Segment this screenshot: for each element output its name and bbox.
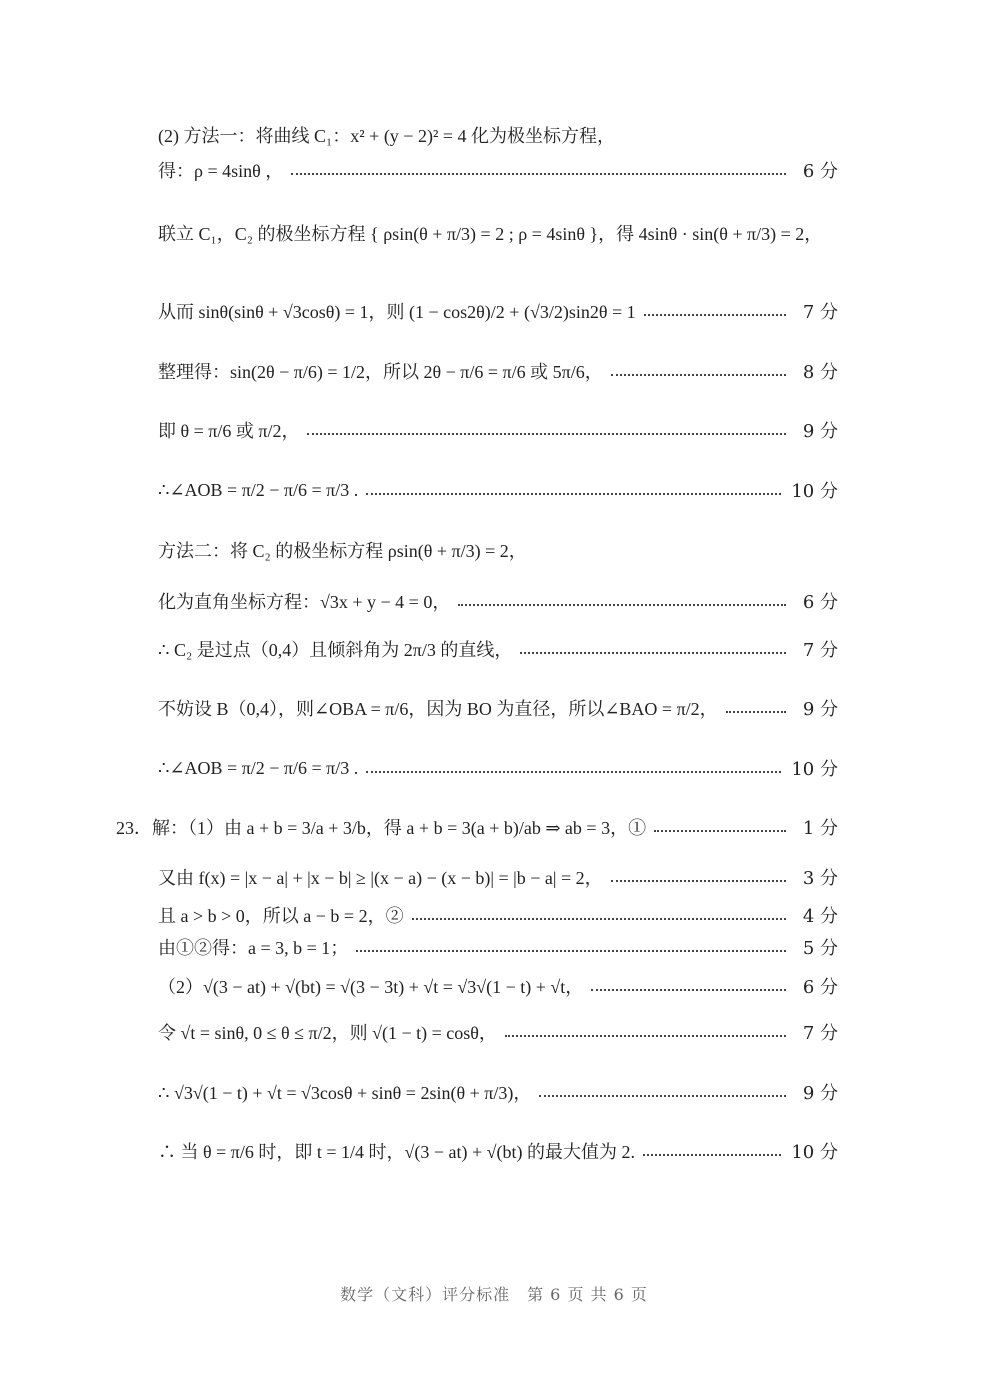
- line-text: ∴ 当 θ = π/6 时，即 t = 1/4 时，√(3 − at) + √(bt) 的最大值为 2.: [158, 1142, 636, 1162]
- line-text: 又由 f(x) = |x − a| + |x − b| ≥ |(x − a) − (x − b)| = |b − a| = 2，: [158, 868, 603, 888]
- answer-line: [158, 584, 838, 618]
- answer-line: [158, 216, 838, 250]
- dot-leader: [505, 1035, 786, 1037]
- answer-line: [158, 691, 838, 725]
- line-text: 方法二：将 C₂ 的极坐标方程 ρsin(θ + π/3) = 2，: [158, 541, 527, 561]
- answer-line: [158, 1075, 838, 1109]
- answer-line: [158, 969, 838, 1003]
- score-label: 10 分: [791, 481, 838, 502]
- answer-line: [158, 898, 838, 932]
- dot-leader: [291, 173, 786, 175]
- dot-leader: [412, 918, 786, 920]
- answer-line: [158, 294, 838, 328]
- dot-leader: [458, 604, 786, 606]
- answer-line: [158, 1134, 838, 1168]
- answer-line: [158, 354, 838, 388]
- dot-leader: [591, 989, 786, 991]
- score-label: 7 分: [802, 640, 838, 661]
- dot-leader: [539, 1095, 786, 1097]
- score-label: 1 分: [802, 818, 838, 839]
- dot-leader: [611, 374, 786, 376]
- score-label: 6 分: [802, 161, 838, 182]
- page-footer: 数学（文科）评分标准 第 6 页 共 6 页: [340, 1285, 648, 1304]
- answer-line: [158, 930, 838, 964]
- answer-line: [158, 473, 838, 507]
- answer-line: [158, 153, 838, 187]
- score-label: 9 分: [802, 421, 838, 442]
- line-text: 由①②得：a = 3, b = 1；: [158, 938, 349, 958]
- score-label: 6 分: [802, 977, 838, 998]
- dot-leader: [366, 493, 781, 495]
- line-text: ∴∠AOB = π/2 − π/6 = π/3 .: [158, 479, 359, 500]
- dot-leader: [366, 771, 781, 773]
- score-label: 3 分: [802, 868, 838, 889]
- dot-leader: [611, 880, 786, 882]
- line-text: （2）√(3 − at) + √(bt) = √(3 − 3t) + √t = √3√(1 − t) + √t，: [158, 977, 584, 997]
- score-label: 9 分: [802, 1083, 838, 1104]
- line-text: ∴∠AOB = π/2 − π/6 = π/3 .: [158, 757, 359, 778]
- score-label: 10 分: [791, 759, 838, 780]
- score-label: 9 分: [802, 699, 838, 720]
- line-text: 化为直角坐标方程：√3x + y − 4 = 0，: [158, 592, 451, 612]
- dot-leader: [643, 1154, 781, 1156]
- score-label: 7 分: [802, 302, 838, 323]
- dot-leader: [356, 950, 786, 952]
- dot-leader: [654, 830, 786, 832]
- answer-line: [116, 810, 838, 844]
- line-text: 且 a > b > 0，所以 a − b = 2，②: [158, 906, 404, 926]
- score-label: 4 分: [802, 906, 838, 927]
- score-label: 7 分: [802, 1023, 838, 1044]
- line-text: 令 √t = sinθ, 0 ≤ θ ≤ π/2，则 √(1 − t) = cosθ，: [158, 1023, 497, 1043]
- dot-leader: [307, 433, 786, 435]
- line-text: 23．解：（1）由 a + b = 3/a + 3/b，得 a + b = 3(a + b)/ab ⇒ ab = 3，①: [116, 818, 647, 838]
- line-text: 整理得：sin(2θ − π/6) = 1/2，所以 2θ − π/6 = π/6 或 5π/6，: [158, 362, 603, 382]
- line-text: ∴ C₂ 是过点（0,4）且倾斜角为 2π/3 的直线，: [158, 640, 513, 660]
- answer-line: [158, 118, 838, 152]
- line-text: 得：ρ = 4sinθ ，: [158, 161, 284, 181]
- line-text: 即 θ = π/6 或 π/2，: [158, 421, 300, 441]
- score-label: 6 分: [802, 592, 838, 613]
- answer-line: [158, 413, 838, 447]
- dot-leader: [520, 652, 786, 654]
- answer-line: [158, 533, 838, 567]
- line-text: (2) 方法一：将曲线 C₁：x² + (y − 2)² = 4 化为极坐标方程，: [158, 126, 616, 146]
- score-label: 8 分: [802, 362, 838, 383]
- answer-line: [158, 860, 838, 894]
- line-text: 从而 sinθ(sinθ + √3cosθ) = 1，则 (1 − cos2θ)/2 + (√3/2)sin2θ = 1: [158, 302, 636, 322]
- line-text: 联立 C₁，C₂ 的极坐标方程 { ρsin(θ + π/3) = 2 ; ρ = 4sinθ }，得 4sinθ · sin(θ + π/3) = 2，: [158, 224, 823, 244]
- answer-line: [158, 1015, 838, 1049]
- line-text: ∴ √3√(1 − t) + √t = √3cosθ + sinθ = 2sin(θ + π/3)，: [158, 1083, 532, 1103]
- line-text: 不妨设 B（0,4），则∠OBA = π/6，因为 BO 为直径，所以∠BAO = π/2，: [158, 699, 718, 719]
- dot-leader: [644, 314, 786, 316]
- score-label: 5 分: [802, 938, 838, 959]
- answer-line: [158, 751, 838, 785]
- dot-leader: [726, 711, 786, 713]
- answer-line: [158, 632, 838, 666]
- score-label: 10 分: [791, 1142, 838, 1163]
